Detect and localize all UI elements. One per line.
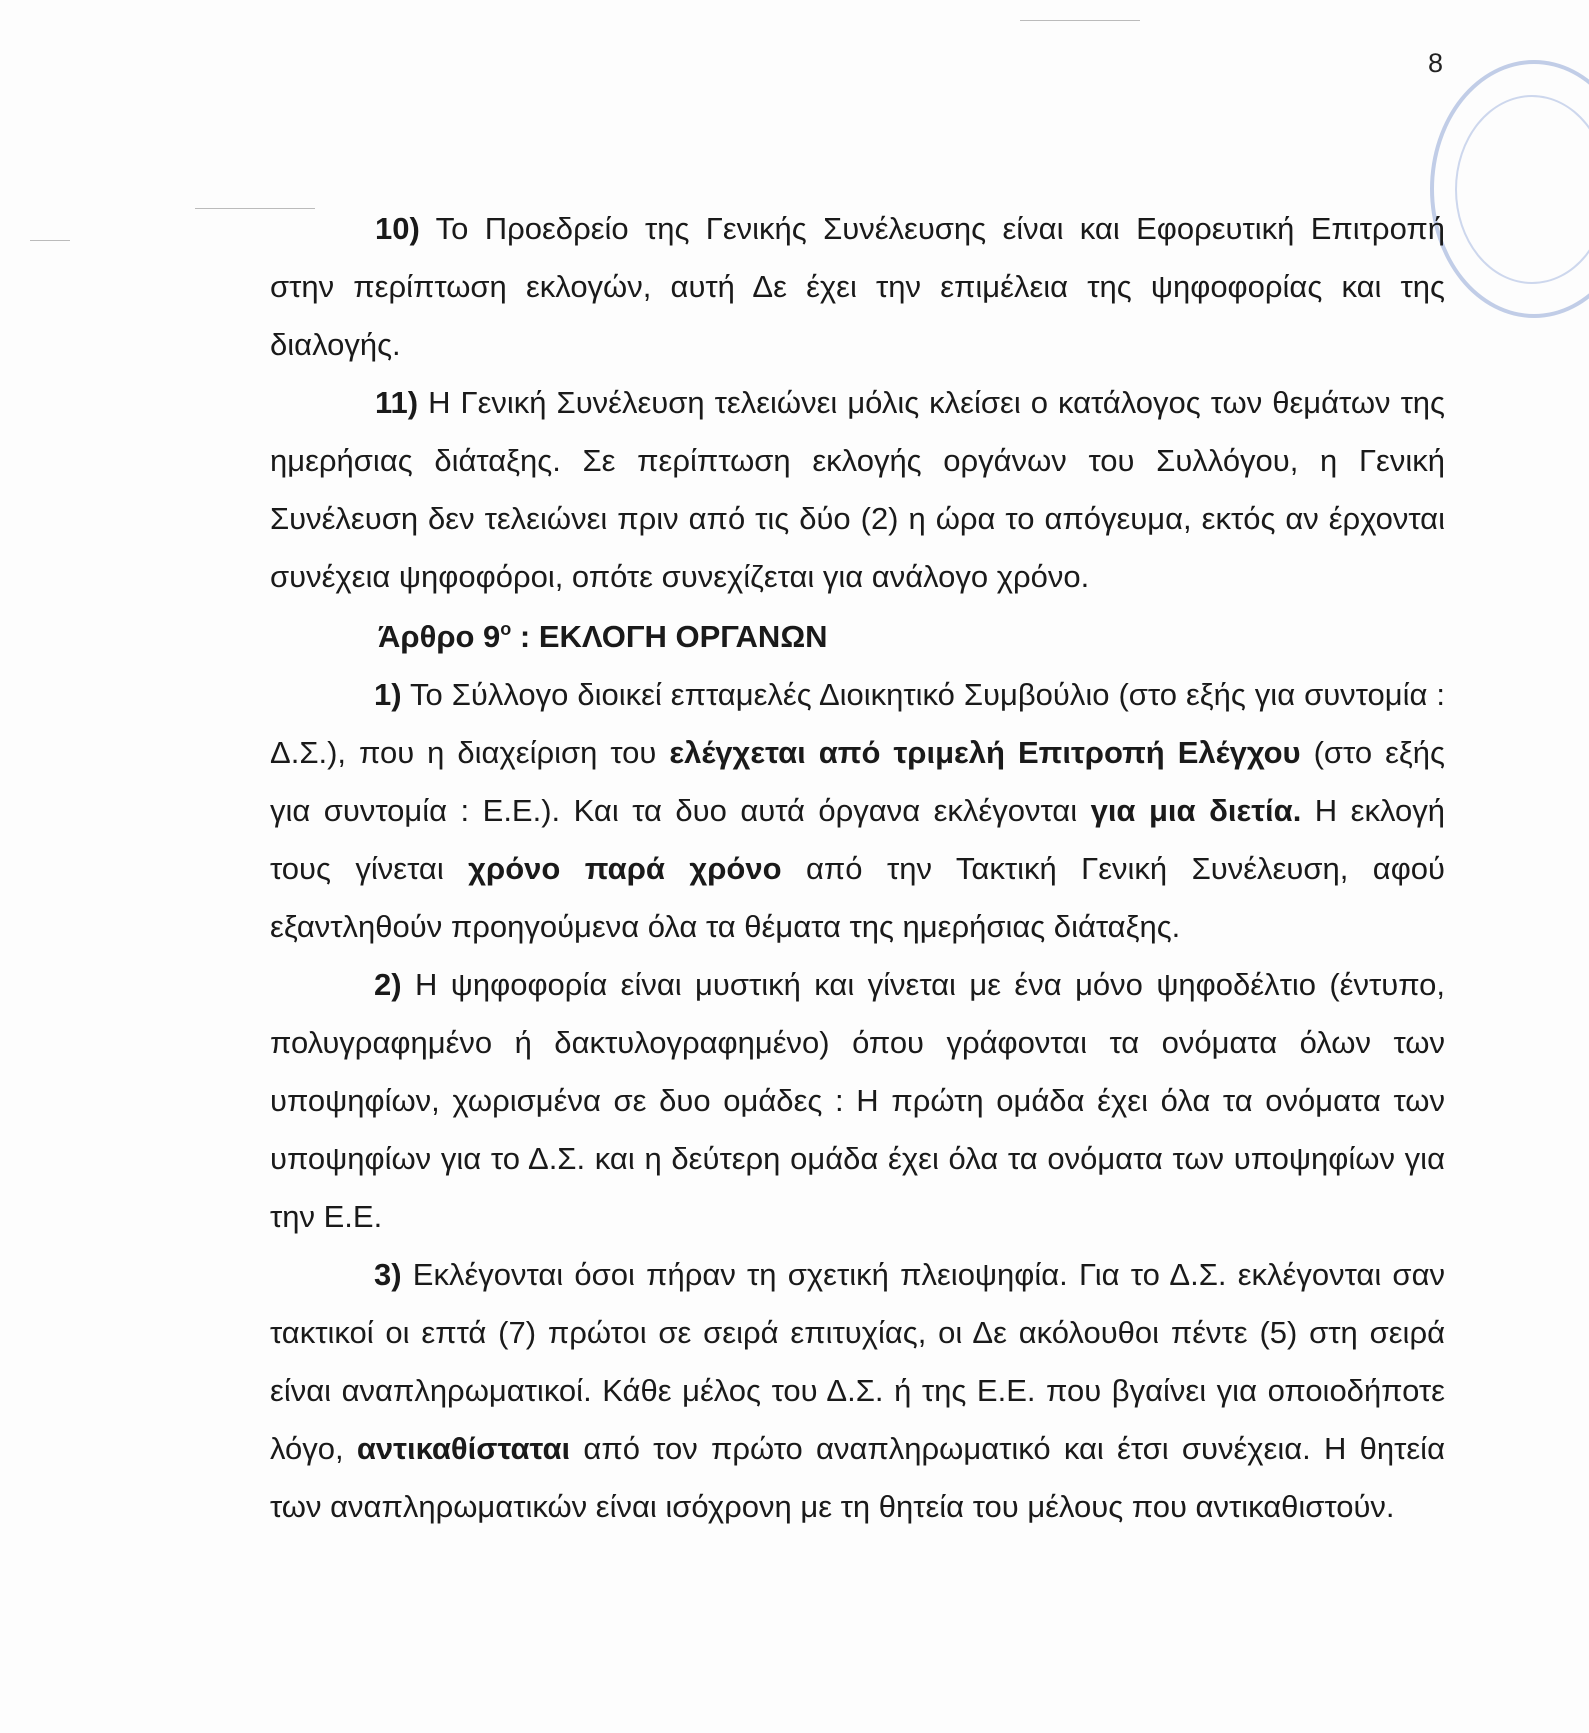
paragraph-number: 1) bbox=[374, 677, 402, 712]
paragraph-number: 3) bbox=[374, 1257, 402, 1292]
scan-speck bbox=[1020, 20, 1140, 21]
paragraph-text: (στο εξής για συντομία : Ε.Ε.). Και τα δυο αυτά όργανα εκλέγονται bbox=[270, 735, 1445, 828]
paragraph-text: Η Γενική Συνέλευση τελειώνει μόλις κλείσει ο κατάλογος των θεμάτων της ημερήσιας διάταξης. Σε περίπτωση εκλογής οργάνων του Συλλόγου, η Γενική Συνέλευση δεν τελειώνει πριν από τις δύο (2) η ώρα το απόγευμα, εκτός αν έρχονται συνέχεια ψηφοφόροι, οπότε συνεχίζεται για ανάλογο χρόνο. bbox=[270, 385, 1445, 594]
paragraph-bold-text: για μια διετία. bbox=[1090, 793, 1302, 828]
paragraph-number: 10) bbox=[375, 211, 420, 246]
paragraph-number: 11) bbox=[375, 385, 419, 420]
article-heading-title: : ΕΚΛΟΓΗ ΟΡΓΑΝΩΝ bbox=[511, 619, 828, 654]
article-heading bbox=[270, 608, 1445, 666]
paragraph-text: Το Προεδρείο της Γενικής Συνέλευσης είναι και Εφορευτική Επιτροπή στην περίπτωση εκλογών, αυτή Δε έχει την επιμέλεια της ψηφοφορίας και της διαλογής. bbox=[270, 211, 1445, 362]
paragraph-10 bbox=[270, 200, 1445, 374]
paragraph-text: από τον πρώτο αναπληρωματικό και έτσι συνέχεια. Η θητεία των αναπληρωματικών είναι ισόχρονη με τη θητεία του μέλους που αντικαθιστούν. bbox=[270, 1431, 1445, 1524]
paragraph-text: Η ψηφοφορία είναι μυστική και γίνεται με ένα μόνο ψηφοδέλτιο (έντυπο, πολυγραφημένο ή δακτυλογραφημένο) όπου γράφονται τα ονόματα όλων των υποψηφίων, χωρισμένα σε δυο ομάδες : Η πρώτη ομάδα έχει όλα τα ονόματα των υποψηφίων για το Δ.Σ. και η δεύτερη ομάδα έχει όλα τα ονόματα των υποψηφίων για την Ε.Ε. bbox=[270, 967, 1445, 1234]
paragraph-text: Εκλέγονται όσοι πήραν τη σχετική πλειοψηφία. Για το Δ.Σ. εκλέγονται σαν τακτικοί οι επτά (7) πρώτοι σε σειρά επιτυχίας, οι Δε ακόλουθοι πέντε (5) στη σειρά είναι αναπληρωματικοί. Κάθε μέλος του Δ.Σ. ή της Ε.Ε. που βγαίνει για οποιοδήποτε λόγο, bbox=[270, 1257, 1445, 1466]
article-paragraph-2 bbox=[270, 956, 1445, 1246]
scan-speck bbox=[30, 240, 70, 241]
paragraph-number: 2) bbox=[374, 967, 402, 1002]
paragraph-bold-text: ελέγχεται από τριμελή Επιτροπή Ελέγχου bbox=[669, 735, 1301, 770]
article-paragraph-3 bbox=[270, 1246, 1445, 1536]
paragraph-text: Το Σύλλογο διοικεί επταμελές Διοικητικό Συμβούλιο (στο εξής για συντομία : Δ.Σ.), που η διαχείριση του bbox=[270, 677, 1445, 770]
paragraph-text: Η εκλογή τους γίνεται bbox=[270, 793, 1445, 886]
paragraph-bold-text: χρόνο παρά χρόνο bbox=[468, 851, 782, 886]
article-heading-prefix: Άρθρο 9 bbox=[378, 619, 501, 654]
document-body bbox=[270, 200, 1445, 1536]
paragraph-text: από την Τακτική Γενική Συνέλευση, αφού εξαντληθούν προηγούμενα όλα τα θέματα της ημερήσιας διάταξης. bbox=[270, 851, 1445, 944]
page-number: 8 bbox=[1428, 48, 1444, 78]
article-heading-ordinal: ο bbox=[500, 619, 512, 639]
article-paragraph-1 bbox=[270, 666, 1445, 956]
paragraph-11 bbox=[270, 374, 1445, 606]
paragraph-bold-text: αντικαθίσταται bbox=[356, 1431, 571, 1466]
